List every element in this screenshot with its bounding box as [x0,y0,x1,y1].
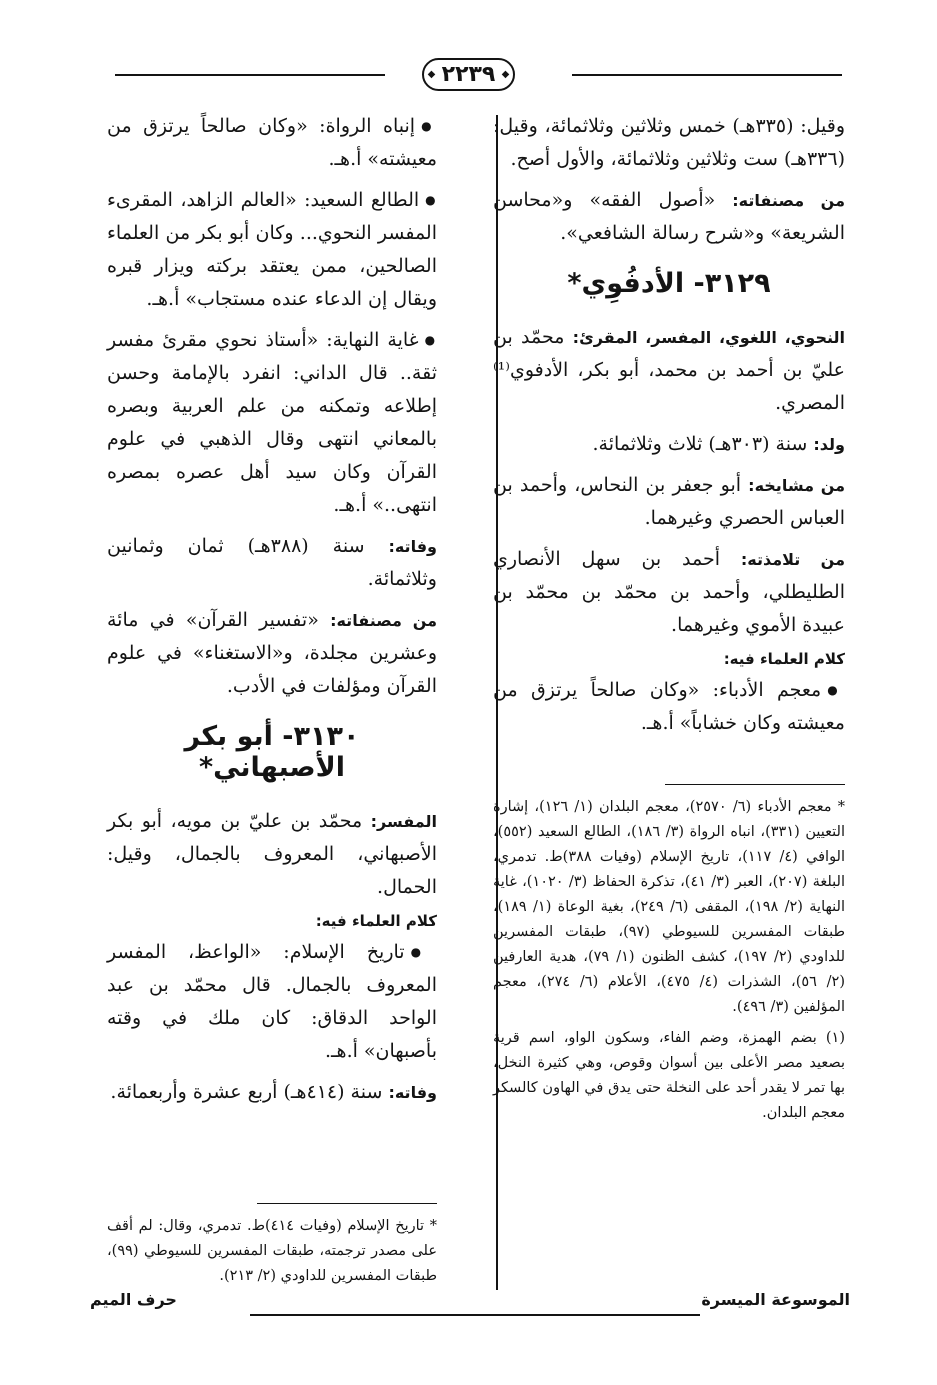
death-label: وفاته: [388,537,437,556]
footnote-sources: * معجم الأدباء (٦/ ٢٥٧٠)، معجم البلدان (١/ ١٢٦)، إشارة التعيين (٣٣١)، انباه الرواة (٣/ ١٨٦)، الطالع السعيد (٥٥٢)، الوافي (٤/ ١١٧)، تاريخ الإسلام (وفيات ٣٨٨)ط. تدمري، البلغة (٢٠٧)، العبر (٣/ ٤١)، تذكرة الحفاظ (٣/ ١٠٢٠)، غاية النهاية (٢/ ١٩٨)، المقفى (٦/ ٢٤٩)، بغية الوعاة (١/ ١٨٩)، طبقات المفسرين للسيوطي (٩٧)، طبقات المفسرين للداودي (٢/ ١٩٧)، كشف الظنون (١/ ٧٩)، هدية العارفين (٢/ ٥٦)، الشذرات (٤/ ٤٧٥)، الأعلام (٦/ ٢٧٤)، معجم المؤلفين (٣/ ٤٩٦). [493,799,846,1015]
page-number-container [0,58,937,91]
scholars-subheading: كلام العلماء فيه: [723,650,845,668]
scholars-subheading-left: كلام العلماء فيه: [315,912,437,930]
footer-section-title: حرف الميم [90,1290,177,1309]
death2-text: سنة (٤١٤هـ) أربع عشرة وأربعمائة. [110,1081,389,1103]
left-column [107,110,437,1295]
paragraph-death-variants: وقيل: (٣٣٥هـ) خمس وثلاثين وثلاثمائة، وقيل: (٣٣٦هـ) ست وثلاثين وثلاثمائة، والأول أصح. [493,115,845,170]
paragraph-works-left [107,604,437,703]
bio-text: محمّد بن عليّ بن أحمد بن محمد، أبو بكر، الأدفوي⁽¹⁾ المصري. [493,326,845,414]
footer-rule [250,1314,700,1316]
footnote-rule-left [257,1203,437,1204]
paragraph-students [493,543,845,642]
quote-tarikh-islam: ● تاريخ الإسلام: «الواعظ، المفسر المعروف بالجمال. قال محمّد بن عبد الواحد الدقاق: كان ملك في وقته بأصبهان» أ.هـ. [107,936,437,1068]
paragraph-works [493,184,845,250]
entry-heading-3130: ٣١٣٠- أبو بكر الأصبهاني* [184,721,360,783]
death2-label: وفاته: [388,1083,437,1102]
paragraph-born [493,428,845,461]
born-label: ولد: [813,435,845,454]
quote-mujam-udaba: ● معجم الأدباء: «وكان صالحاً يرتزق من معيشته وكان خشاباً» أ.هـ. [493,674,845,740]
death-text: سنة (٣٨٨هـ) ثمان وثمانين وثلاثمائة. [107,535,437,590]
born-text: سنة (٣٠٣هـ) ثلاث وثلاثمائة. [592,433,814,455]
bio-text-left: محمّد بن عليّ بن مويه، أبو بكر الأصبهاني، المعروف بالجمال، وقيل: الحمال. [107,810,437,898]
right-column [493,110,845,1132]
paragraph-bio [493,321,845,420]
footnote-1: (١) بضم الهمزة، وضم الفاء، وسكون الواو، اسم قرية بصعيد مصر الأعلى بين أسوان وقوص، وهي كثيرة النخل، بها تمر لا يقدر أحد على النخلة حتى يدق في الهاون كالسكر معجم البلدان. [493,1030,845,1121]
works-text: «أصول الفقه» و«محاسن الشريعة» و«شرح رسالة الشافعي». [493,189,845,244]
bio-label-left: المفسر: [370,812,437,831]
paragraph-bio-left [107,805,437,904]
teachers-label: من مشايخه: [748,476,845,495]
bio-label: النحوي، اللغوي، المفسر، المقرئ: [572,328,845,347]
paragraph-death [107,530,437,596]
quote-talia-said: ● الطالع السعيد: «العالم الزاهد، المقرىء المفسر النحوي... وكان أبو بكر من العلماء الصالحين، ممن يعتقد بركته ويزار قبره ويقال إن الدعاء عنده مستجاب» أ.هـ. [107,184,437,316]
students-label: من تلامذته: [740,550,845,569]
works-text-left: «تفسير القرآن» في مائة وعشرين مجلدة، و«الاستغناء» في علوم القرآن ومؤلفات في الأدب. [107,609,437,697]
page-number: ◆ ٢٢٣٩ ◆ [422,58,516,91]
footnote-left: * تاريخ الإسلام (وفيات ٤١٤)ط. تدمري، وقال: لم أقف على مصدر ترجمته، طبقات المفسرين للسيوطي (٩٩)، طبقات المفسرين للداودي (٢/ ٢١٣). [107,1218,437,1284]
quote-ghayat-nihaya: ● غاية النهاية: «أستاذ نحوي مقرئ مفسر ثقة.. قال الداني: انفرد بالإمامة وحسن إطلاعه وتمكنه من علم العربية وبصره بالمعاني انتهى وقال الذهبي في علوم القرآن وكان سيد أهل عصره بمصره انتهى..» أ.هـ. [107,324,437,522]
students-text: أحمد بن سهل الأنصاري الطليطلي، وأحمد بن محمّد بن محمّد بن عبيدة الأموي وغيرهما. [493,548,845,636]
footnote-rule [665,784,845,785]
quote-inbah-ruwat: ● إنباه الرواة: «وكان صالحاً يرتزق من معيشته» أ.هـ. [107,110,437,176]
paragraph-teachers [493,469,845,535]
footer-book-title: الموسوعة الميسرة [701,1290,850,1309]
teachers-text: أبو جعفر بن النحاس، وأحمد بن العباس الحصري وغيرهما. [493,474,845,529]
paragraph-death-left [107,1076,437,1109]
entry-heading-3129: ٣١٢٩- الأدفُوِي* [567,268,771,299]
works-label: من مصنفاته: [732,191,845,210]
page-footer [90,1290,850,1320]
works-label-left: من مصنفاته: [330,611,437,630]
